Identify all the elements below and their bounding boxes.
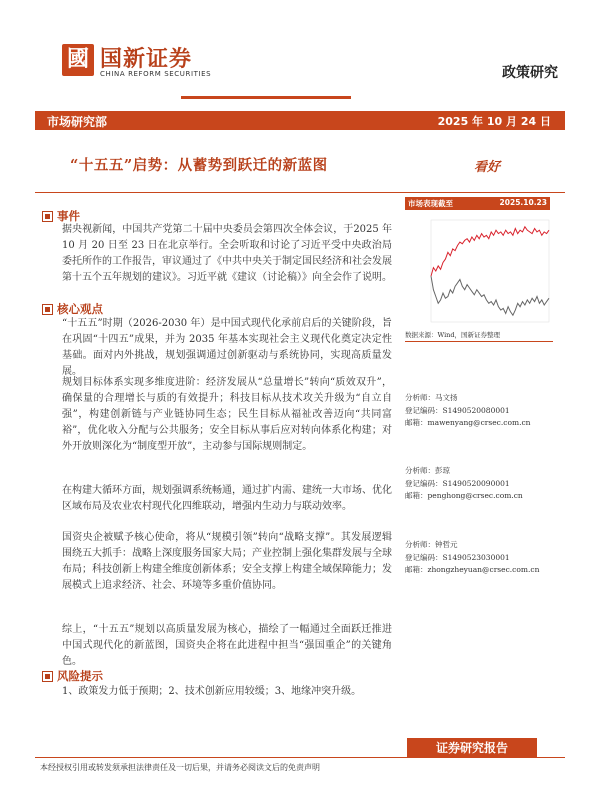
section-marker-icon	[42, 304, 53, 315]
logo-underline	[181, 96, 351, 99]
event-paragraph: 据央视新闻，中国共产党第二十届中央委员会第四次全体会议，于2025 年 10 月 20 日至 23 日在北京举行。全会听取和讨论了习近平受中央政治局委托所作的工作报告，审议通过了《中共中央关于制定国民经济和社会发展第十五个五年规划的建议》。习近平就《建议（讨论稿）》向全会作了说明。	[62, 224, 392, 283]
company-logo-mark: 國	[62, 44, 94, 76]
analyst-cert: 登记编码：S1490520090001	[405, 478, 510, 488]
analyst-cert: 登记编码：S1490520080001	[405, 405, 510, 415]
rating-badge: 看好	[474, 160, 501, 175]
report-title: “十五五”启势：从蓄势到跃迁的新蓝图	[70, 157, 328, 174]
risk-paragraph: 1、政策发力低于预期；2、技术创新应用较缓；3、地缘冲突升级。	[62, 686, 362, 697]
analyst-email[interactable]: 邮箱：penghong@crsec.com.cn	[405, 491, 523, 500]
chart-header-date: 2025.10.23	[499, 198, 547, 207]
report-date: 2025 年 10 月 24 日	[437, 115, 551, 128]
chart-header-label: 市场表现截至	[408, 199, 453, 208]
company-logo-english: CHINA REFORM SECURITIES	[100, 70, 212, 78]
footer-divider	[35, 757, 565, 758]
title-divider	[35, 192, 565, 193]
analyst-cert: 登记编码：S1490523030001	[405, 552, 510, 562]
chart-series-line-2	[431, 276, 549, 315]
section-marker-icon	[42, 211, 53, 222]
analyst-email[interactable]: 邮箱：zhongzheyuan@crsec.com.cn	[405, 565, 540, 574]
analyst-block-2	[405, 465, 523, 503]
analyst-name: 分析师：马文扬	[405, 393, 458, 402]
analyst-name: 分析师：钟哲元	[405, 540, 458, 549]
section-heading-text: 事件	[57, 209, 80, 223]
chart-source-note: 数据来源：Wind，国新证券整理	[405, 331, 500, 339]
document-type: 政策研究	[502, 65, 558, 81]
disclaimer-footer: 本经授权引用或转发须承担法律责任及一切后果，并请务必阅读文后的免责声明	[40, 763, 320, 772]
market-performance-header	[405, 197, 550, 210]
sidebar-divider	[405, 341, 553, 342]
section-heading-text: 风险提示	[57, 669, 103, 683]
core-paragraph-5: 综上，“十五五”规划以高质量发展为核心，描绘了一幅通过全面跃迁推进中国式现代化的新蓝图，国资央企将在此进程中担当“强国重企”的关键角色。	[62, 624, 392, 667]
section-heading-core	[42, 301, 103, 317]
report-stamp: 证券研究报告	[407, 738, 537, 758]
department-name: 市场研究部	[47, 115, 108, 129]
core-paragraph-1: “十五五”时期（2026-2030 年）是中国式现代化承前启后的关键阶段，旨在巩固“十四五”成果，并为 2035 年基本实现社会主义现代化奠定决定性基础。面对内外挑战，规划强调通过创新驱动与系统协同，实现高质量发展。	[62, 318, 392, 377]
market-performance-chart	[405, 214, 553, 330]
company-logo-text: 国新证券	[100, 47, 193, 72]
section-marker-icon	[42, 671, 53, 682]
section-heading-text: 核心观点	[57, 302, 103, 316]
analyst-block-1	[405, 392, 531, 430]
core-paragraph-4: 国资央企被赋予核心使命，将从“规模引领”转向“战略支撑”。其发展逻辑围绕五大抓手：战略上深度服务国家大局；产业控制上强化集群发展与全球布局；科技创新上构建全维度创新体系；安全支撑上构建全域保障能力；发展模式上追求经济、社会、环境等多重价值协同。	[62, 532, 392, 591]
chart-series-line-1	[431, 227, 549, 276]
analyst-name: 分析师：彭琼	[405, 466, 450, 475]
core-paragraph-3: 在构建大循环方面，规划强调系统畅通，通过扩内需、建统一大市场、优化区域布局及农业农村现代化四维联动，增强内生动力与联动效率。	[62, 485, 392, 512]
core-paragraph-2: 规划目标体系实现多维度进阶：经济发展从“总量增长”转向“质效双升”，确保量的合理增长与质的有效提升；科技目标从技术攻关升级为“自立自强”，构建创新链与产业链协同生态；民生目标从福祉改善迈向“共同富裕”，优化收入分配与公共服务；安全目标从事后应对转向体系化构建；对外开放则深化为“制度型开放”，主动参与国际规则制定。	[62, 377, 392, 452]
analyst-block-3	[405, 539, 539, 577]
department-bar	[35, 111, 565, 130]
analyst-email[interactable]: 邮箱：mawenyang@crsec.com.cn	[405, 418, 531, 427]
section-heading-risk	[42, 668, 103, 684]
